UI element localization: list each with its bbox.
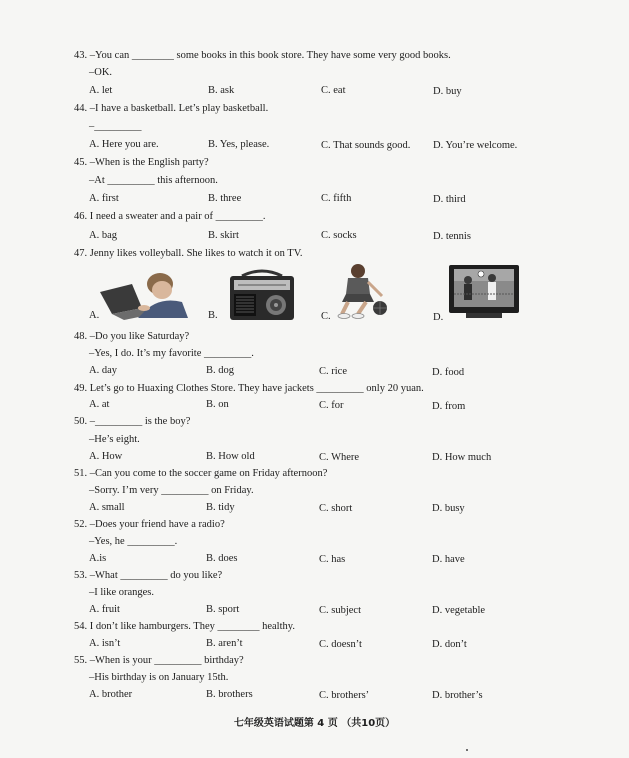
q51-option-c: C. short xyxy=(319,503,353,514)
q43-option-a: A. let xyxy=(89,85,113,96)
q53-option-b: B. sport xyxy=(206,604,240,615)
q45-option-c: C. fifth xyxy=(321,193,352,204)
question-47-stem: 47. Jenny likes volleyball. She likes to watch it on TV. xyxy=(74,248,303,259)
q45-option-d: D. third xyxy=(433,194,466,205)
question-48-reply: –Yes, I do. It’s my favorite _________. xyxy=(89,348,254,359)
q53-option-a: A. fruit xyxy=(89,604,120,615)
q49-option-d: D. from xyxy=(432,401,466,412)
q50-option-c: C. Where xyxy=(319,452,360,463)
question-50-reply: –He’s eight. xyxy=(89,434,140,445)
q47-option-b: B. xyxy=(208,310,218,321)
q55-option-a: A. brother xyxy=(89,689,133,700)
q52-option-b: B. does xyxy=(206,553,238,564)
q51-option-b: B. tidy xyxy=(206,502,235,513)
q48-option-a: A. day xyxy=(89,365,117,376)
question-55-reply: –His birthday is on January 15th. xyxy=(89,672,229,683)
q49-option-a: A. at xyxy=(89,399,110,410)
question-44-stem: 44. –I have a basketball. Let’s play basketball. xyxy=(74,103,269,114)
q54-option-d: D. don’t xyxy=(432,639,467,650)
question-52-reply: –Yes, he _________. xyxy=(89,536,178,547)
q49-option-c: C. for xyxy=(319,400,344,411)
q50-option-a: A. How xyxy=(89,451,123,462)
question-52-stem: 52. –Does your friend have a radio? xyxy=(74,519,225,530)
tv-volleyball-icon xyxy=(448,264,520,320)
q43-option-d: D. buy xyxy=(433,86,462,97)
q46-option-d: D. tennis xyxy=(433,231,471,242)
q54-option-c: C. doesn’t xyxy=(319,639,362,650)
question-53-stem: 53. –What _________ do you like? xyxy=(74,570,223,581)
q48-option-c: C. rice xyxy=(319,366,347,377)
girl-dribbling-basketball-icon xyxy=(336,262,392,322)
q53-option-d: D. vegetable xyxy=(432,605,486,616)
question-43-reply: –OK. xyxy=(89,67,113,78)
radio-icon xyxy=(228,266,296,322)
question-50-stem: 50. –_________ is the boy? xyxy=(74,416,191,427)
q55-option-d: D. brother’s xyxy=(432,690,483,701)
q52-option-a: A.is xyxy=(89,553,107,564)
q43-option-c: C. eat xyxy=(321,85,346,96)
q44-option-c: C. That sounds good. xyxy=(321,140,411,151)
q55-option-c: C. brothers’ xyxy=(319,690,370,701)
question-46-stem: 46. I need a sweater and a pair of _________. xyxy=(74,211,266,222)
q47-option-a: A. xyxy=(89,310,100,321)
question-43-stem: 43. –You can ________ some books in this book store. They have some very good books. xyxy=(74,50,451,61)
question-54-stem: 54. I don’t like hamburgers. They ________ healthy. xyxy=(74,621,295,632)
q46-option-c: C. socks xyxy=(321,230,357,241)
q53-option-c: C. subject xyxy=(319,605,361,616)
question-53-reply: –I like oranges. xyxy=(89,587,155,598)
q49-option-b: B. on xyxy=(206,399,229,410)
q46-option-a: A. bag xyxy=(89,230,117,241)
q46-option-b: B. skirt xyxy=(208,230,239,241)
question-48-stem: 48. –Do you like Saturday? xyxy=(74,331,190,342)
q45-option-a: A. first xyxy=(89,193,119,204)
q43-option-b: B. ask xyxy=(208,85,235,96)
question-49-stem: 49. Let’s go to Huaxing Clothes Store. They have jackets _________ only 20 yuan. xyxy=(74,383,424,394)
q44-option-a: A. Here you are. xyxy=(89,139,159,150)
scan-speck xyxy=(466,749,468,751)
question-44-reply: –_________ xyxy=(89,121,142,132)
q54-option-b: B. aren’t xyxy=(206,638,243,649)
q50-option-d: D. How much xyxy=(432,452,492,463)
q48-option-b: B. dog xyxy=(206,365,235,376)
q47-option-c: C. xyxy=(321,311,331,322)
page-footer: 七年级英语试题第 4 页 （共10页） xyxy=(233,718,396,729)
q45-option-b: B. three xyxy=(208,193,242,204)
q44-option-d: D. You’re welcome. xyxy=(433,140,518,151)
q51-option-a: A. small xyxy=(89,502,125,513)
question-51-reply: –Sorry. I’m very _________ on Friday. xyxy=(89,485,254,496)
q51-option-d: D. busy xyxy=(432,503,465,514)
q52-option-d: D. have xyxy=(432,554,465,565)
q52-option-c: C. has xyxy=(319,554,346,565)
question-55-stem: 55. –When is your _________ birthday? xyxy=(74,655,244,666)
boy-with-laptop-icon xyxy=(98,268,190,320)
question-51-stem: 51. –Can you come to the soccer game on Friday afternoon? xyxy=(74,468,328,479)
q50-option-b: B. How old xyxy=(206,451,255,462)
q47-option-d: D. xyxy=(433,312,444,323)
q55-option-b: B. brothers xyxy=(206,689,253,700)
question-45-stem: 45. –When is the English party? xyxy=(74,157,209,168)
q48-option-d: D. food xyxy=(432,367,465,378)
question-45-reply: –At _________ this afternoon. xyxy=(89,175,218,186)
q54-option-a: A. isn’t xyxy=(89,638,121,649)
q44-option-b: B. Yes, please. xyxy=(208,139,270,150)
